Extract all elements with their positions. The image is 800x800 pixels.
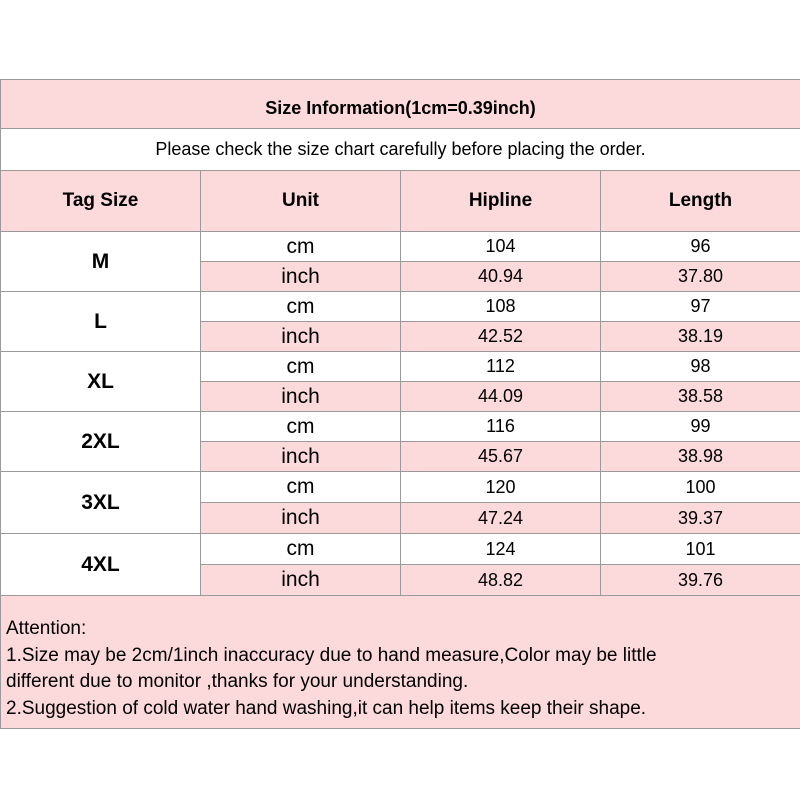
length-inch-cell: 38.19 — [601, 322, 800, 352]
attention-heading: Attention: — [6, 618, 87, 639]
unit-inch-cell: inch — [201, 442, 401, 472]
header-tag-size: Tag Size — [1, 171, 201, 232]
table-row — [1, 352, 800, 382]
attention-note-1-cont: different due to monitor ,thanks for your understanding. — [6, 671, 469, 692]
length-cm-cell: 100 — [601, 472, 800, 503]
unit-inch-cell: inch — [201, 322, 401, 352]
table-row — [1, 292, 800, 322]
hipline-inch-cell: 48.82 — [401, 565, 601, 596]
hipline-inch-cell: 44.09 — [401, 382, 601, 412]
length-cm-cell: 96 — [601, 232, 800, 262]
tag-size-cell: 3XL — [1, 472, 201, 534]
attention-note-1: 1.Size may be 2cm/1inch inaccuracy due to hand measure,Color may be little — [6, 644, 657, 666]
length-cm-cell: 97 — [601, 292, 800, 322]
table-row — [1, 534, 800, 565]
hipline-inch-cell: 47.24 — [401, 503, 601, 534]
unit-cm-cell: cm — [201, 472, 401, 503]
chart-title: Size Information(1cm=0.39inch) — [1, 80, 800, 129]
tag-size-cell: 2XL — [1, 412, 201, 472]
unit-inch-cell: inch — [201, 262, 401, 292]
length-cm-cell: 101 — [601, 534, 800, 565]
length-inch-cell: 37.80 — [601, 262, 800, 292]
table-row — [1, 472, 800, 503]
hipline-inch-cell: 45.67 — [401, 442, 601, 472]
chart-subtitle: Please check the size chart carefully before placing the order. — [1, 129, 800, 171]
unit-cm-cell: cm — [201, 412, 401, 442]
length-cm-cell: 99 — [601, 412, 800, 442]
header-hipline: Hipline — [401, 171, 601, 232]
tag-size-cell: L — [1, 292, 201, 352]
unit-cm-cell: cm — [201, 232, 401, 262]
header-unit: Unit — [201, 171, 401, 232]
unit-cm-cell: cm — [201, 352, 401, 382]
table-row — [1, 232, 800, 262]
hipline-cm-cell: 116 — [401, 412, 601, 442]
hipline-inch-cell: 40.94 — [401, 262, 601, 292]
hipline-cm-cell: 120 — [401, 472, 601, 503]
hipline-cm-cell: 108 — [401, 292, 601, 322]
tag-size-cell: 4XL — [1, 534, 201, 596]
length-inch-cell: 38.58 — [601, 382, 800, 412]
header-length: Length — [601, 171, 800, 232]
unit-cm-cell: cm — [201, 292, 401, 322]
attention-notes — [1, 596, 800, 729]
length-inch-cell: 39.37 — [601, 503, 800, 534]
hipline-inch-cell: 42.52 — [401, 322, 601, 352]
hipline-cm-cell: 104 — [401, 232, 601, 262]
size-chart — [0, 79, 800, 729]
length-inch-cell: 38.98 — [601, 442, 800, 472]
unit-inch-cell: inch — [201, 565, 401, 596]
unit-cm-cell: cm — [201, 534, 401, 565]
length-cm-cell: 98 — [601, 352, 800, 382]
table-row — [1, 412, 800, 442]
attention-note-2: 2.Suggestion of cold water hand washing,it can help items keep their shape. — [6, 697, 647, 719]
hipline-cm-cell: 124 — [401, 534, 601, 565]
unit-inch-cell: inch — [201, 382, 401, 412]
tag-size-cell: XL — [1, 352, 201, 412]
unit-inch-cell: inch — [201, 503, 401, 534]
size-table — [0, 79, 800, 729]
tag-size-cell: M — [1, 232, 201, 292]
length-inch-cell: 39.76 — [601, 565, 800, 596]
hipline-cm-cell: 112 — [401, 352, 601, 382]
